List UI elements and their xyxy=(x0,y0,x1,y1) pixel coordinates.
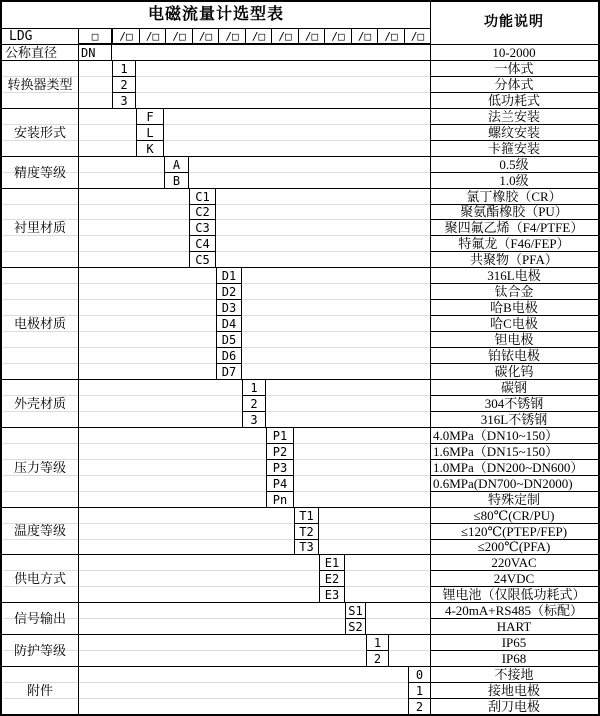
code-cell: S1 xyxy=(345,602,366,619)
description-cell: 304不锈钢 xyxy=(430,395,598,412)
code-cell: 1 xyxy=(408,682,431,699)
code-cell: D7 xyxy=(216,363,242,380)
code-cell: D6 xyxy=(216,347,242,364)
code-cell: C3 xyxy=(189,219,216,236)
description-cell: 低功耗式 xyxy=(430,92,598,109)
code-cell: A xyxy=(164,156,189,173)
model-slot-box: /□ xyxy=(165,28,193,44)
code-cell: T2 xyxy=(294,523,319,540)
description-cell: 4.0MPa（DN10~150） xyxy=(430,427,598,444)
code-cell: T3 xyxy=(294,539,319,555)
code-cell: P3 xyxy=(266,459,294,476)
model-slot-box: /□ xyxy=(271,28,299,44)
code-cell: D1 xyxy=(216,267,242,284)
section-label: 精度等级 xyxy=(13,164,66,180)
model-slot-box: /□ xyxy=(324,28,352,44)
code-cell: D4 xyxy=(216,315,242,332)
code-cell: K xyxy=(136,140,164,157)
label-column-divider xyxy=(78,28,79,714)
code-cell: 3 xyxy=(112,92,136,109)
description-cell: 220VAC xyxy=(430,554,598,571)
code-cell: C2 xyxy=(189,204,216,220)
description-cell: 1.0级 xyxy=(430,172,598,189)
code-cell: 1 xyxy=(242,379,266,396)
description-cell: 刮刀电极 xyxy=(430,698,598,715)
model-slot-box: /□ xyxy=(351,28,378,44)
description-cell: ≤200℃(PFA) xyxy=(430,539,598,555)
description-cell: 0.6MPa(DN700~DN2000) xyxy=(430,475,598,492)
description-cell: HART xyxy=(430,618,598,635)
section-label: 外壳材质 xyxy=(13,395,66,411)
code-cell: 3 xyxy=(242,411,266,428)
description-cell: 哈B电极 xyxy=(430,299,598,316)
section-label: 公称直径 xyxy=(5,44,58,60)
code-cell: P1 xyxy=(266,427,294,444)
description-cell: 哈C电极 xyxy=(430,315,598,332)
description-cell: 1.0MPa（DN200~DN600） xyxy=(430,459,598,476)
section-label: 压力等级 xyxy=(13,459,66,475)
description-cell: 钽电极 xyxy=(430,331,598,348)
model-slot-box: /□ xyxy=(245,28,272,44)
description-cell: 10-2000 xyxy=(430,44,598,61)
section-label: 安装形式 xyxy=(13,124,66,140)
model-slot-box: /□ xyxy=(192,28,219,44)
description-cell: 法兰安装 xyxy=(430,108,598,125)
description-cell: 24VDC xyxy=(430,570,598,587)
code-cell: 1 xyxy=(366,634,389,651)
code-cell: E3 xyxy=(319,586,345,603)
code-cell: P4 xyxy=(266,475,294,492)
description-cell: 特氟龙（F46/FEP） xyxy=(430,235,598,252)
description-cell: 4-20mA+RS485（标配） xyxy=(430,602,598,619)
section-label: 电极材质 xyxy=(13,315,66,331)
description-cell: 螺纹安装 xyxy=(430,124,598,141)
section-label: 供电方式 xyxy=(13,570,66,586)
description-cell: 316L不锈钢 xyxy=(430,411,598,428)
model-slot-box: /□ xyxy=(112,28,140,44)
description-cell: 钛合金 xyxy=(430,283,598,300)
description-cell: ≤80℃(CR/PU) xyxy=(430,507,598,524)
description-cell: IP65 xyxy=(430,634,598,651)
section-label: 附件 xyxy=(26,682,53,698)
code-cell: DN xyxy=(78,44,112,61)
code-cell: T1 xyxy=(294,507,319,524)
description-cell: 接地电极 xyxy=(430,682,598,699)
section-label: 转换器类型 xyxy=(7,76,73,92)
description-cell: 0.5级 xyxy=(430,156,598,173)
model-slot-box: /□ xyxy=(404,28,431,44)
description-cell: IP68 xyxy=(430,650,598,667)
code-cell: D3 xyxy=(216,299,242,316)
description-cell: 碳化钨 xyxy=(430,363,598,380)
description-cell: 氯丁橡胶（CR） xyxy=(430,188,598,205)
model-slot-box: /□ xyxy=(298,28,325,44)
model-digit-box: □ xyxy=(78,28,112,44)
code-cell: Pn xyxy=(266,491,294,508)
code-cell: 2 xyxy=(408,698,431,715)
description-cell: 聚氨酯橡胶（PU） xyxy=(430,204,598,220)
description-cell: 铂铱电极 xyxy=(430,347,598,364)
model-slot-box: /□ xyxy=(377,28,405,44)
description-cell: 碳钢 xyxy=(430,379,598,396)
code-cell: C5 xyxy=(189,251,216,268)
code-cell: P2 xyxy=(266,443,294,460)
model-slot-box: /□ xyxy=(218,28,246,44)
code-cell: 2 xyxy=(112,76,136,93)
code-cell: F xyxy=(136,108,164,125)
model-slot-box: /□ xyxy=(139,28,166,44)
description-cell: 一体式 xyxy=(430,60,598,77)
code-cell: 0 xyxy=(408,666,431,683)
section-label: 防护等级 xyxy=(13,642,66,658)
function-column-header: 功能说明 xyxy=(484,15,544,30)
code-cell: B xyxy=(164,172,189,189)
model-prefix: LDG xyxy=(9,28,33,44)
table-title: 电磁流量计选型表 xyxy=(147,6,284,23)
code-cell: S2 xyxy=(345,618,366,635)
description-cell: 特殊定制 xyxy=(430,491,598,508)
section-label: 衬里材质 xyxy=(13,220,66,235)
description-cell: ≤120℃(PTEP/FEP) xyxy=(430,523,598,540)
description-cell: 卡箍安装 xyxy=(430,140,598,157)
code-cell: C1 xyxy=(189,188,216,205)
code-cell: C4 xyxy=(189,235,216,252)
description-cell: 共聚物（PFA） xyxy=(430,251,598,268)
section-label: 温度等级 xyxy=(13,523,66,538)
description-cell: 1.6MPa（DN15~150） xyxy=(430,443,598,460)
description-cell: 锂电池（仅限低功耗式） xyxy=(430,586,598,603)
code-cell: E2 xyxy=(319,570,345,587)
code-cell: E1 xyxy=(319,554,345,571)
description-cell: 不接地 xyxy=(430,666,598,683)
code-cell: D5 xyxy=(216,331,242,348)
section-label: 信号输出 xyxy=(13,610,66,626)
code-cell: 2 xyxy=(366,650,389,667)
description-cell: 316L电极 xyxy=(430,267,598,284)
description-cell: 聚四氟乙烯（F4/PTFE） xyxy=(430,219,598,236)
row-gridline xyxy=(3,714,597,715)
code-cell: 1 xyxy=(112,60,136,77)
code-cell: D2 xyxy=(216,283,242,300)
code-cell: L xyxy=(136,124,164,141)
code-cell: 2 xyxy=(242,395,266,412)
description-cell: 分体式 xyxy=(430,76,598,93)
